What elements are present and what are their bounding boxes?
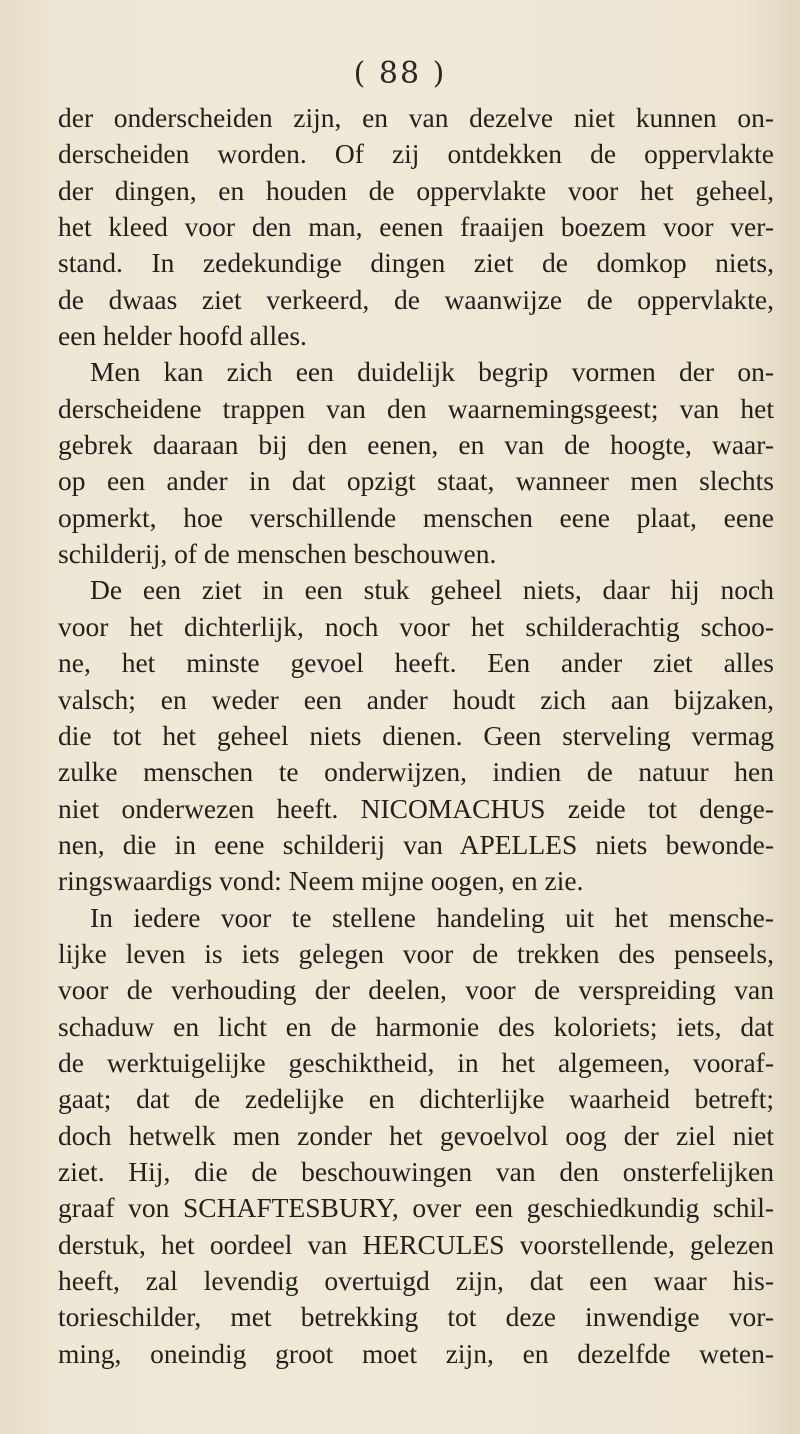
text-line: der dingen, en houden de oppervlakte voor het geheel, — [58, 174, 774, 206]
text-line: heeft, zal levendig overtuigd zijn, dat een waar his- — [58, 1265, 774, 1296]
text-line: valsch; en weder een ander houdt zich aan bijzaken, — [58, 683, 774, 715]
text-line: op een ander in dat opzigt staat, wanneer men slechts — [58, 465, 774, 497]
text-line: doch hetwelk men zonder het gevoelvol oog der ziel niet — [58, 1119, 774, 1151]
text-line: opmerkt, hoe verschillende menschen eene plaat, eene — [58, 501, 774, 533]
text-line: derscheidene trappen van den waarnemingsgeest; van het — [58, 392, 774, 424]
text-line: ringswaardigs vond: Neem mijne oogen, en zie. — [58, 865, 584, 897]
text-line: lijke leven is iets gelegen voor de trekken des penseels, — [58, 937, 774, 969]
text-line: het kleed voor den man, eenen fraaijen boezem voor ver- — [58, 211, 774, 243]
text-line: schilderij, of de menschen beschouwen. — [58, 538, 497, 570]
text-line: ming, oneindig groot moet zijn, en dezelfde weten- — [58, 1337, 774, 1369]
text-line: de werktuigelijke geschiktheid, in het algemeen, vooraf- — [58, 1046, 774, 1078]
text-line: der onderscheiden zijn, en van dezelve niet kunnen on- — [58, 102, 774, 133]
text-line: Men kan zich een duidelijk begrip vormen der on- — [90, 356, 774, 388]
text-line: In iedere voor te stellene handeling uit het mensche- — [90, 901, 774, 933]
text-line: voor de verhouding der deelen, voor de verspreiding van — [58, 974, 774, 1006]
page-number: ( 88 ) — [353, 56, 447, 91]
text-line: gaat; dat de zedelijke en dichterlijke waarheid betreft; — [58, 1083, 774, 1115]
text-line: derstuk, het oordeel van HERCULES voorstellende, gelezen — [58, 1228, 774, 1260]
text-line: schaduw en licht en de harmonie des koloriets; iets, dat — [58, 1010, 774, 1042]
text-line: ziet. Hij, die de beschouwingen van den onsterfelijken — [58, 1155, 774, 1187]
text-line: voor het dichterlijk, noch voor het schilderachtig schoo- — [58, 610, 774, 642]
body-text — [58, 100, 774, 1372]
text-line: De een ziet in een stuk geheel niets, daar hij noch — [90, 574, 774, 606]
text-line: ne, het minste gevoel heeft. Een ander ziet alles — [58, 647, 774, 679]
text-line: de dwaas ziet verkeerd, de waanwijze de oppervlakte, — [58, 283, 774, 315]
text-line: zulke menschen te onderwijzen, indien de natuur hen — [58, 756, 774, 788]
text-line: die tot het geheel niets dienen. Geen sterveling vermag — [58, 719, 774, 751]
text-line: graaf von SCHAFTESBURY, over een geschiedkundig schil- — [58, 1192, 774, 1224]
text-line: een helder hoofd alles. — [58, 320, 307, 352]
text-line: stand. In zedekundige dingen ziet de domkop niets, — [58, 247, 774, 279]
text-line: derscheiden worden. Of zij ontdekken de oppervlakte — [58, 138, 774, 170]
text-line: nen, die in eene schilderij van APELLES niets bewonde- — [58, 828, 774, 860]
text-line: torieschilder, met betrekking tot deze inwendige vor- — [58, 1301, 774, 1333]
text-line: gebrek daaraan bij den eenen, en van de hoogte, waar- — [58, 429, 774, 461]
text-line: niet onderwezen heeft. NICOMACHUS zeide tot denge- — [58, 792, 774, 824]
